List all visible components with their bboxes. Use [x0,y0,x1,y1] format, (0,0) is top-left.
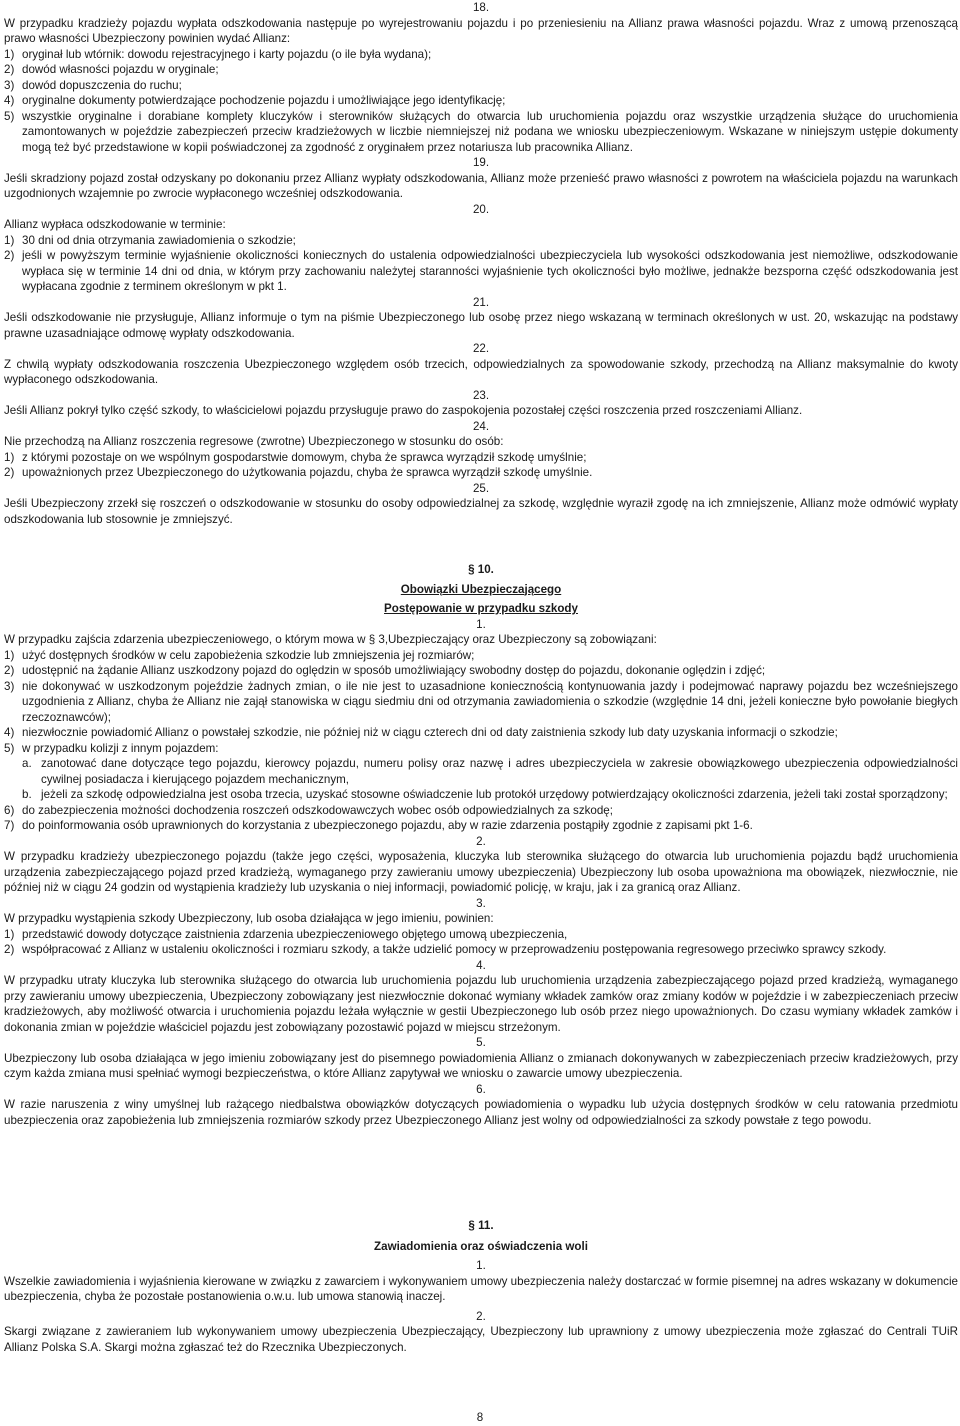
section-11-title: Zawiadomienia oraz oświadczenia woli [374,1239,588,1253]
paragraph-3-intro: W przypadku wystąpienia szkody Ubezpieczony, lub osoba działająca w jego imieniu, powinien: [4,912,494,925]
list-item: 2) współpracować z Allianz w ustaleniu okoliczności i rozmiaru szkody, a także udzielić pomocy w przeprowadzeniu postępowania regresowego przeciwko sprawcy szkody. [4,943,887,956]
paragraph-2: Skargi związane z zawieraniem lub wykonywaniem umowy ubezpieczenia Ubezpieczający, Ubezpieczony lub uprawniony z umowy ubezpieczenia może zgłaszać do Centrali TUiR Allianz Polska S.A. Skargi można zgłaszać też do Rzecznika Ubezpieczonych. [4,1325,958,1354]
section-10-number: § 10. [468,563,494,576]
paragraph-number-2: 2. [476,1309,486,1323]
paragraph-number-4: 4. [476,958,486,972]
sub-list-item: a. zanotować dane dotyczące tego pojazdu, kierowcy pojazdu, numeru polisy oraz nazwę i adres ubezpieczyciela w zakresie obowiązkowego ubezpieczenia odpowiedzialności cywilnej posiadacza i kierującego pojazdem mechanicznym, [22,757,958,786]
paragraph-number-1: 1. [476,617,486,631]
list-item: 1) z którymi pozostaje on we wspólnym gospodarstwie domowym, chyba że sprawca wyrządził szkodę umyślnie; [4,450,587,464]
list-item: 5) wszystkie oryginalne i dorabiane komplety kluczyków i sterowników służących do otwarcia lub uruchomienia pojazdu oraz wszystkie urządzenia służące do uruchomienia zamontowanych w pojeździe zabezpieczeń przeciw kradzieżowych w liczbie niemniejszej niż podana we wniosku ubezpieczeniowym. Wskazane w niniejszym ustępie dokumenty mogą też być przedstawione w kopii poświadczonej za zgodność z oryginałem przez notariusza lub pracownika Allianz. [4,109,958,154]
paragraph-6: W razie naruszenia z winy umyślnej lub rażącego niedbalstwa obowiązków dotyczących powiadomienia o wypadku lub użycia dostępnych środków w celu ratowania przedmiotu ubezpieczenia oraz zapobieżenia lub zmniejszenia rozmiarów szkody przez Ubezpieczonego Allianz jest wolny od odpowiedzialności za szkody powstałe z tego powodu. [4,1098,958,1127]
list-item: 1) 30 dni od dnia otrzymania zawiadomienia o szkodzie; [4,233,296,247]
section-10-subtitle: Postępowanie w przypadku szkody [384,602,578,615]
paragraph-number-20: 20. [472,202,490,216]
paragraph-5: Ubezpieczony lub osoba działająca w jego imieniu zobowiązany jest do pisemnego powiadomienia Allianz o zmianach dokonywanych w zabezpieczeniach przeciw kradzieżowych, przy czym każda zmiana musi spełniać wymogi bezpieczeństwa, o które Allianz zapytywał we wniosku o zawarcie umowy ubezpieczenia. [4,1051,958,1080]
list-item: 2) upoważnionych przez Ubezpieczonego do użytkowania pojazdu, chyba że sprawca wyrządził szkodę umyślnie. [4,466,593,479]
paragraph-21: Jeśli odszkodowanie nie przysługuje, Allianz informuje o tym na piśmie Ubezpieczonego lub osobę przez niego wskazaną w terminach określonych w ust. 20, wskazując na podstawy prawne uzasadniające odmowę wypłaty odszkodowania. [4,311,958,340]
paragraph-2: W przypadku kradzieży ubezpieczonego pojazdu (także jego części, wyposażenia, kluczyka lub sterownika służącego do otwarcia lub uruchomienia pojazdu bądź uruchomienia urządzenia zabezpieczającego pojazd przed kradzieżą, wymaganego przy zawieraniu umowy ubezpieczenia) Ubezpieczony lub osoba upoważniona ma obowiązek, niezwłocznie, nie później niż w ciągu 24 godzin od wystąpienia kradzieży lub uzyskania o niej informacji, powiadomić policję, w kraju, jak i za granicą oraz Allianz. [4,850,958,894]
paragraph-4: W przypadku utraty kluczyka lub sterownika służącego do otwarcia lub uruchomienia pojazdu lub uruchomienia urządzenia zabezpieczającego pojazd przed kradzieżą, wymaganego przy zawieraniu umowy ubezpieczenia, Ubezpieczony zobowiązany jest niezwłocznie dokonać wymiany wkładek zamków oraz zmiany kodów w pojeździe i w zabezpieczeniach przeciw kradzieżowych, aby możliwość otwarcia i uruchomienia pojazdu leżała wyłącznie w gestii Ubezpieczonego lub osób przez niego upoważnionych. Do czasu wymiany wkładek zamków i dokonania zmian w pojeździe właściciel pojazdu jest zobowiązany pozostawić pojazd w miejscu strzeżonym. [4,974,958,1034]
list-item: 2) dowód własności pojazdu w oryginale; [4,63,219,76]
list-item: 1) użyć dostępnych środków w celu zapobieżenia szkodzie lub zmniejszenia jej rozmiarów; [4,648,475,662]
paragraph-24-intro: Nie przechodzą na Allianz roszczenia regresowe (zwrotne) Ubezpieczonego w stosunku do osób: [4,435,504,448]
section-11 [4,1218,958,1355]
paragraph-number-2: 2. [476,834,486,848]
page-number: 8 [476,1411,484,1424]
list-item: 1) oryginał lub wtórnik: dowodu rejestracyjnego i karty pojazdu (o ile była wydana); [4,47,432,61]
list-item: 1) przedstawić dowody dotyczące zaistnienia zdarzenia ubezpieczeniowego objętego umową ubezpieczenia, [4,927,568,941]
list-item: 6) do zabezpieczenia możności dochodzenia roszczeń odszkodowawczych wobec osób odpowiedzialnych za szkodę; [4,803,613,817]
paragraph-18-intro: W przypadku kradzieży pojazdu wypłata odszkodowania następuje po wyrejestrowaniu pojazdu i po przeniesieniu na Allianz prawa własności pojazdu. Wraz z umową przenoszącą prawo własności Ubezpieczony powinien wydać Allianz: [4,16,958,45]
paragraph-number-1: 1. [476,1259,486,1272]
section-11-number: § 11. [468,1219,494,1232]
paragraph-19: Jeśli skradziony pojazd został odzyskany po dokonaniu przez Allianz wypłaty odszkodowania, Allianz może przenieść prawo własności z powrotem na właściciela pojazdu na warunkach uzgodnionych wzajemnie po zwrocie wypłaconego wcześniej odszkodowania. [4,171,958,200]
paragraph-number-24: 24. [472,419,490,433]
paragraph-number-19: 19. [472,156,490,169]
paragraph-23: Jeśli Allianz pokrył tylko część szkody, to właścicielowi pojazdu przysługuje prawo do zaspokojenia pozostałej części roszczenia przed roszczeniami Allianz. [4,404,803,417]
paragraph-number-3: 3. [476,896,486,910]
paragraph-number-21: 21. [472,295,490,309]
paragraph-number-25: 25. [472,481,490,495]
list-item: 2) jeśli w powyższym terminie wyjaśnienie okoliczności koniecznych do ustalenia odpowiedzialności ubezpieczyciela lub wysokości odszkodowania jest niemożliwe, odszkodowanie wypłaca się w terminie 14 dni od dnia, w którym przy zachowaniu należytej staranności wyjaśnienie tych okoliczności było możliwe, jednakże bezsporna część odszkodowania jest wypłacana zgodnie z terminem określonym w pkt 1. [4,249,958,293]
list-item: 3) dowód dopuszczenia do ruchu; [4,78,182,92]
paragraph-number-6: 6. [476,1082,486,1096]
paragraph-1: Wszelkie zawiadomienia i wyjaśnienia kierowane w związku z zawarciem i wykonywaniem umowy ubezpieczenia należy dostarczać w formie pisemnej na adres wskazany w dokumencie ubezpieczenia, chyba że pozostałe postanowienia o.w.u. lub umowa stanowią inaczej. [4,1274,958,1303]
list-item: 5) w przypadku kolizji z innym pojazdem: [4,741,219,755]
section-9-continued [4,0,958,527]
list-item: 7) do poinformowania osób uprawnionych do korzystania z ubezpieczonego pojazdu, aby w razie zdarzenia postąpiły zgodnie z zapisami pkt 1-6. [4,819,753,832]
list-item: 4) niezwłocznie powiadomić Allianz o powstałej szkodzie, nie później niż w ciągu czterech dni od daty zaistnienia szkody lub daty uzyskania informacji o szkodzie; [4,726,838,739]
list-item: 4) oryginalne dokumenty potwierdzające pochodzenie pojazdu i umożliwiające jego identyfikację; [4,94,506,107]
paragraph-1-intro: W przypadku zajścia zdarzenia ubezpieczeniowego, o którym mowa w § 3,Ubezpieczający oraz Ubezpieczony są zobowiązani: [4,633,657,646]
paragraph-number-22: 22. [472,342,490,355]
sub-list-item: b. jeżeli za szkodę odpowiedzialna jest osoba trzecia, uzyskać stosowne oświadczenie lub protokół urzędowy potwierdzający okoliczności zdarzenia, jeżeli taki został sporządzony; [22,788,948,801]
paragraph-20-intro: Allianz wypłaca odszkodowanie w terminie: [4,218,226,231]
section-10-title: Obowiązki Ubezpieczającego [400,582,562,596]
paragraph-25: Jeśli Ubezpieczony zrzekł się roszczeń o odszkodowanie w stosunku do osoby odpowiedzialnej za szkodę, względnie wyraził zgodę na ich zmniejszenie, Allianz może odmówić wypłaty odszkodowania lub stosownie je zmniejszyć. [4,497,958,526]
paragraph-number-18: 18. [472,1,490,14]
list-item: 2) udostępnić na żądanie Allianz uszkodzony pojazd do oględzin w sposób umożliwiający swobodny dostęp do pojazdu, dokonanie oględzin i zdjęć; [4,664,766,677]
paragraph-22: Z chwilą wypłaty odszkodowania roszczenia Ubezpieczonego względem osób trzecich, odpowiedzialnych za spowodowanie szkody, przechodzą na Allianz maksymalnie do kwoty wypłaconego odszkodowania. [4,357,958,386]
section-10 [4,562,958,1128]
list-item: 3) nie dokonywać w uszkodzonym pojeździe żadnych zmian, o ile nie jest to uzasadnione koniecznością kontynuowania jazdy i podejmować naprawy pojazdu bez wcześniejszego uzgodnienia z Allianz, chyba że Allianz nie zajął stanowiska w ciągu siedmiu dni od otrzymania zawiadomienia o szkodzie (względnie 14 dni, jeżeli konieczne było powołanie biegłych rzeczoznawców); [4,679,958,724]
paragraph-number-23: 23. [472,388,490,402]
paragraph-number-5: 5. [476,1036,486,1049]
